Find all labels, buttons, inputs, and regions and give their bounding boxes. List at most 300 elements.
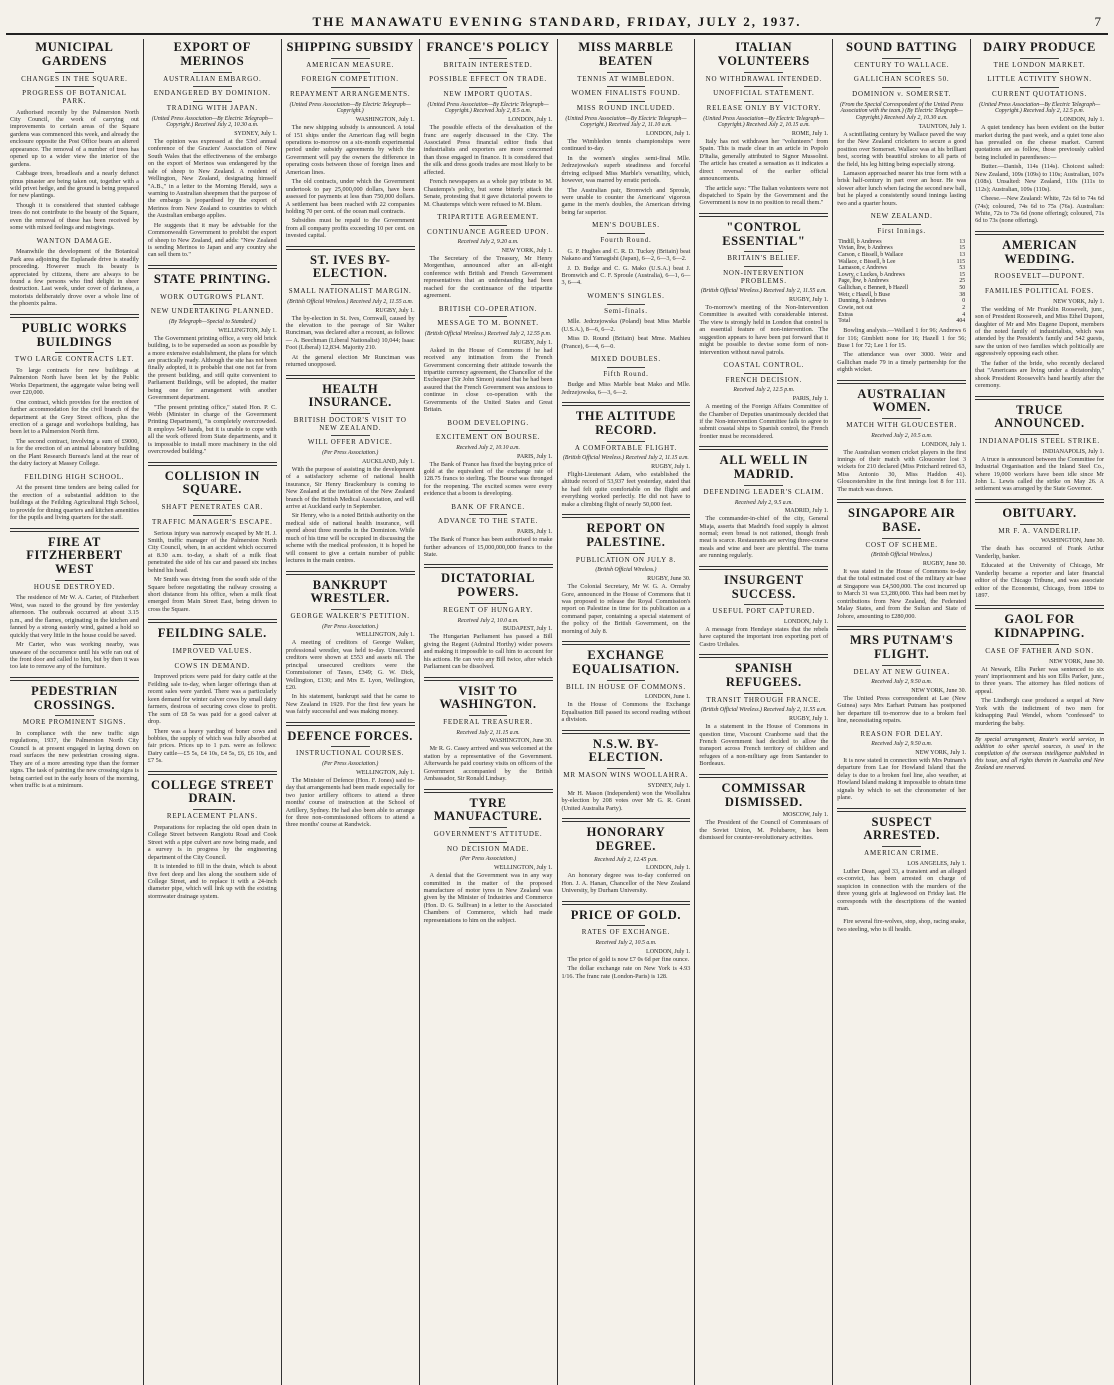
batsman: Lamason, c Andrews xyxy=(838,265,888,272)
dek-rule xyxy=(1020,434,1059,435)
dek-rule xyxy=(331,87,370,88)
wire-credit: (Per Press Association.) xyxy=(322,623,379,630)
article-subheading: AUSTRALIAN EMBARGO. xyxy=(163,74,262,83)
batsman: Tindill, b Andrews xyxy=(838,238,882,245)
article xyxy=(424,306,553,414)
article-subheading: MR F. A. VANDERLIP. xyxy=(998,526,1081,535)
article-headline: ALL WELL IN MADRID. xyxy=(719,453,808,482)
paragraph: Improved prices were paid for dairy cattle at the Feilding sale to-day, when larger offerings than at recent sales were yarded. There was a particularly keen demand for winter calver cows by small dairy farmers, desirous of securing cows close to profit. The sum of £8 5s was paid for a good calver at drop. xyxy=(147,673,277,726)
dateline: ROME, July 1. xyxy=(791,130,829,137)
article-subheading: COST OF SCHEME. xyxy=(865,540,938,549)
article xyxy=(837,626,966,725)
article-headline: VISIT TO WASHINGTON. xyxy=(439,683,537,712)
paragraph: Serious injury was narrowly escaped by Mr H. J. Smith, traffic manager of the Palmerston North City Council, when, in an accident which occurred at 8.30 a.m. to-day, a shaft of a milk float penetrated the side of his car and passed six inches behind his head. xyxy=(147,529,277,574)
article-subheading: AMERICAN MEASURE. xyxy=(306,60,395,69)
dateline: LONDON, July 1. xyxy=(508,117,553,124)
dek-rule xyxy=(607,367,646,368)
wire-credit: (United Press Association—By Electric Telegraph—Copyright.) Received July 2, 8.5 a.m. xyxy=(427,101,549,115)
article-subheading: WOMEN FINALISTS FOUND. xyxy=(571,89,681,98)
article xyxy=(10,314,139,468)
article-subheading: DOMINION v. SOMERSET. xyxy=(852,90,952,99)
article-subheading: WOMEN'S SINGLES. xyxy=(587,291,665,300)
article-subheading: Fourth Round. xyxy=(600,235,652,244)
dek-rule xyxy=(1020,644,1059,645)
article-subheading: MESSAGE TO M. BONNET. xyxy=(437,319,539,328)
dateline: LONDON, July 1. xyxy=(1059,117,1104,124)
batsman: Dunning, b Andrews xyxy=(838,298,887,305)
article-subheading: CONTINUANCE AGREED UPON. xyxy=(427,227,550,236)
batsman: Extras xyxy=(838,311,854,318)
section-divider xyxy=(837,626,966,630)
article-subheading: GEORGE WALKER'S PETITION. xyxy=(290,612,410,620)
wire-credit: (United Press Association—By Electric Telegraph—Copyright.) xyxy=(289,101,411,115)
wire-credit: Received July 2, 10.5 a.m. xyxy=(871,432,933,439)
batsman: Lowry, c Luckes, b Andrews xyxy=(838,271,905,278)
article-subheading: COWS IN DEMAND. xyxy=(174,661,251,670)
paragraph: The Australian pair, Bromwich and Sproule, were unable to counter the Americans' vigorous game in the men's doubles, the American driving being far superior. xyxy=(561,186,691,216)
article-subheading: ENDANGERED BY DOMINION. xyxy=(153,89,271,98)
article xyxy=(975,499,1104,600)
scorecard-row xyxy=(837,239,966,246)
batsman: Wallace, c Bissell, b Lee xyxy=(838,258,896,265)
dek-rule xyxy=(469,316,508,317)
dek-rule xyxy=(882,87,921,88)
wire-credit: Received July 2, 9.20 a.m. xyxy=(457,239,519,246)
column-4 xyxy=(420,39,558,1385)
article-headline: FEILDING SALE. xyxy=(157,626,267,641)
section-divider xyxy=(699,774,828,778)
column-8 xyxy=(971,39,1108,1385)
paragraph: Budge and Miss Marble beat Mako and Mlle. Jedrzejowska, 6—3, 6—2. xyxy=(561,381,691,396)
section-divider xyxy=(837,499,966,503)
runs: 115 xyxy=(956,258,966,265)
article-headline: COMMISSAR DISMISSED. xyxy=(721,780,807,809)
paragraph: There was a heavy yarding of boner cows and bobbies, the supply of which was fully absorbed at fair prices. Prices up to 1 p.m. were as follows: Dairy cattle—£5 5s, £4 10s, £4 5s, £6, £6 10s, and £7 5s. xyxy=(147,727,277,765)
article xyxy=(975,41,1104,225)
paragraph: French newspapers as a whole pay tribute to M. Chautemps's policy, but some bitterly attack the Senate, protesting that it gave dictatorial powers to M. Chautemps which were refused to M. Blum. xyxy=(423,178,553,208)
runs: 38 xyxy=(959,291,966,298)
dateline: WELLINGTON, July 1. xyxy=(218,327,277,334)
article-subheading: Fifth Round. xyxy=(603,369,649,378)
article xyxy=(286,722,415,829)
dek-rule xyxy=(607,72,646,73)
section-divider xyxy=(699,566,828,570)
dateline: RUGBY, July 1. xyxy=(375,307,415,314)
runs: 13 xyxy=(959,238,966,245)
paragraph: Authorised recently by the Palmerston North City Council, the work of carrying out improvements to certain areas of the Square gardens was commenced this week, and already the enclosure opposite the Post Office bears an altered appearance. The removal of a number of trees has opened up to a wider view the interior of the gardens. xyxy=(10,108,139,168)
scorecard-row xyxy=(837,265,966,272)
masthead-title: THE MANAWATU EVENING STANDARD, FRIDAY, JULY 2, 1937. xyxy=(312,14,802,29)
article-subheading: BRITISH DOCTOR'S VISIT TO NEW ZEALAND. xyxy=(293,416,407,432)
paragraph: The opinion was expressed at the 53rd annual conference of the Graziers' Association of New South Wales that the effectiveness of the embargo on the export of Merinos was endangered by the sale of sheep to New Zealand. A resident of Wellington, New Zealand, designating himself "A.B.," in a letter to the Morning Herald, says a warning to Australian sheepmen that the purpose of the embargo is jeopardised by the export of Merinos from New Zealand to countries to which the Australian embargo applies. xyxy=(147,137,277,220)
paragraph: The death has occurred of Frank Arthur Vanderlip, banker. xyxy=(975,545,1104,560)
article xyxy=(148,771,277,901)
dek-rule xyxy=(193,515,232,516)
paragraph: In his statement, bankrupt said that he came to New Zealand in 1929. For the first few years he was fairly successful and was making money. xyxy=(285,693,415,716)
section-divider xyxy=(424,789,553,793)
dateline: WELLINGTON, July 1. xyxy=(356,769,415,776)
paragraph: A truce is announced between the Committee for Industrial Organisation and the Inland Steel Co., where 19,000 workers have been idle since Mr John L. Lewis called the strike on May 26. A settlement was arranged by the State Governor. xyxy=(975,455,1104,493)
article-subheading: TENNIS AT WIMBLEDON. xyxy=(577,74,675,83)
paragraph: Luther Dean, aged 33, a transient and an alleged ex-convict, has been arrested on charge of suspicion in connection with the murders of the three young girls at Inglewood on Friday last. He corresponds with the descriptions of the wanted man. xyxy=(837,867,967,912)
article-subheading: FEILDING HIGH SCHOOL. xyxy=(24,472,125,481)
dateline: NEW YORK, June 30. xyxy=(1049,658,1104,665)
scorecard-row xyxy=(837,278,966,285)
dateline: SYDNEY, July 1. xyxy=(647,782,691,789)
reuters-footnote: By special arrangement, Reuter's world service, in addition to other special sources, is used in the compilation of the overseas intelligence published in this issue, and all rights therein in Australia and New Zealand are reserved. xyxy=(975,733,1104,772)
dek-rule xyxy=(331,58,370,59)
paragraph: It is now stated in connection with Mrs Putnam's departure from Lae for Howland Island that the delay is due to a broken fuel line, also weather, at Howland Island making it impossible to obtain time signals by which to set the chronometer of her plane. xyxy=(837,757,967,802)
paragraph: Mr Smith was driving from the south side of the Square before negotiating the railway crossing a short distance from his office, when a milk float emerged from Main Street East, being driven to cross the Square. xyxy=(147,576,277,613)
article-headline: "CONTROL ESSENTIAL" xyxy=(722,219,806,248)
section-divider xyxy=(699,446,828,450)
dateline: LONDON, June 1. xyxy=(645,694,691,701)
dek-rule xyxy=(744,266,783,267)
paragraph: The old contracts, under which the Government undertook to pay 25,000,000 dollars, have been assessed for payments at less than 750,000 dollars. A settlement has been reached with 22 companies holding 70 per cent. of the ocean mail contracts. xyxy=(285,178,415,215)
dateline: WASHINGTON, June 30. xyxy=(489,738,553,745)
dek-rule xyxy=(607,441,646,442)
article xyxy=(699,446,828,559)
paragraph: The second contract, involving a sum of £9000, is for the erection of an animal laboratory building on the Plant Research Bureau's land at the rear of the dairy factory at Massey College. xyxy=(10,437,139,468)
runs: 15 xyxy=(959,271,966,278)
paragraph: Italy has not withdrawn her "volunteers" from Spain. This is made clear in an article in Popolo D'Italia, generally attributed to Signor Mussolini. The article has created a sensation as it indicates a direct reversal of the earlier official announcements. xyxy=(699,137,829,183)
column-6 xyxy=(695,39,833,1385)
dateline: WASHINGTON, June 30. xyxy=(1041,538,1104,545)
paragraph: The wedding of Mr Franklin Roosevelt, junr., son of President Roosevelt, and Miss Ethel Dupont, daughter of Mr and Mrs Eugene Dupont, members of the noted family of industrialists, which was attended by the President's family and 542 guests, saw the union of two families which politically are aggressively opposing each other. xyxy=(975,305,1104,358)
article-headline: HEALTH INSURANCE. xyxy=(308,381,392,410)
article-headline: FRANCE'S POLICY xyxy=(426,40,550,54)
scorecard-row xyxy=(837,292,966,299)
article-subheading: BANK OF FRANCE. xyxy=(451,502,525,511)
article-subheading: MIXED DOUBLES. xyxy=(590,354,661,363)
paragraph: At the present time tenders are being called for the erection of a substantial addition to the buildings at the Feilding Agricultural High School, to provide for dining quarters and kitchen amenities for the pupils and living quarters for the staff. xyxy=(10,484,139,522)
dek-rule xyxy=(882,72,921,73)
article xyxy=(148,265,277,456)
runs: 4 xyxy=(962,311,966,318)
section-divider xyxy=(699,213,828,217)
article-headline: MUNICIPAL GARDENS xyxy=(35,40,114,68)
article-headline: PEDESTRIAN CROSSINGS. xyxy=(31,683,118,712)
dek-rule xyxy=(882,665,921,666)
paragraph: The Lindbergh case produced a sequel at New York with the indictment of two men for kidnapping Paul Wendel, whom "confessed" to murdering the baby. xyxy=(975,697,1104,727)
paragraph: The Wimbledon tennis championships were continued to-day. xyxy=(561,137,691,153)
article-headline: MISS MARBLE BEATEN xyxy=(578,40,674,68)
scorecard-row xyxy=(837,252,966,259)
article-subheading: DEFENDING LEADER'S CLAIM. xyxy=(703,487,825,496)
dek-rule xyxy=(193,500,232,501)
article-subheading: A COMFORTABLE FLIGHT. xyxy=(574,443,678,452)
dateline: LONDON, July 1. xyxy=(921,441,967,448)
paragraph: At Newark, Ellis Parker was sentenced to six years' imprisonment and his son Ellis Parker, junr., to three years. The attorney has filed notices of appeal. xyxy=(975,665,1104,695)
article-headline: TYRE MANUFACTURE. xyxy=(433,795,543,824)
dek-rule xyxy=(744,72,783,73)
paragraph: The Hungarian Parliament has passed a Bill giving the Regent (Admiral Horthy) wider powers and making it impossible to call him to account for his actions. He can veto any Bill twice, after which Parliament can be dissolved. xyxy=(423,633,553,671)
article-subheading: INDIANAPOLIS STEEL STRIKE. xyxy=(979,437,1100,445)
paragraph: Preparations for replacing the old open drain in College Street between Rangiotu Road and Cook Street with a pipe culvert are now being made, and a survey is in progress by the engineering department of the City Council. xyxy=(147,823,277,861)
batsman: Carson, c Bissell, b Wallace xyxy=(838,251,904,258)
dek-rule xyxy=(607,233,646,234)
runs: 15 xyxy=(959,245,966,252)
runs: 13 xyxy=(959,251,966,258)
paragraph: Meanwhile the development of the Botanical Park area adjoining the Esplanade drive is steadily proceeding. However much its beauty is appreciated by citizens, there are always to be found a few persons who find delight in sheer destruction. Last week, under cover of darkness, a motorists deliberately drove over a whole line of the phoenix palms. xyxy=(10,248,139,308)
article-subheading: GOVERNMENT'S ATTITUDE. xyxy=(433,830,543,839)
dek-rule xyxy=(607,768,646,769)
dateline: RUGBY, June 30. xyxy=(922,561,967,567)
paragraph: An honorary degree was to-day conferred on Hon. J. A. Hanan, Chancellor of the New Zealand University, by Durham University. xyxy=(561,872,691,895)
dateline: MOSCOW, July 1. xyxy=(782,812,829,819)
article-subheading: CASE OF FATHER AND SON. xyxy=(985,646,1094,655)
article-subheading: MEN'S DOUBLES. xyxy=(592,221,660,230)
dek-rule xyxy=(193,86,232,87)
wire-credit: Received July 2, 12.45 p.m. xyxy=(594,856,658,863)
wire-credit: (Per Press Association.) xyxy=(459,856,517,863)
section-divider xyxy=(10,677,139,681)
article-subheading: IMPROVED VALUES. xyxy=(172,647,253,656)
dek-rule xyxy=(882,58,921,59)
article xyxy=(424,420,553,498)
dek-rule xyxy=(882,418,921,419)
article-subheading: FAMILIES POLITICAL FOES. xyxy=(984,287,1095,295)
article-subheading: FEDERAL TREASURER. xyxy=(443,718,533,726)
dateline: SYDNEY, July 1. xyxy=(234,130,277,137)
article-subheading: NEW UNDERTAKING PLANNED. xyxy=(150,307,274,316)
article-headline: SUSPECT ARRESTED. xyxy=(863,814,940,843)
article-headline: SOUND BATTING xyxy=(845,40,958,54)
wire-credit: (Per Press Association.) xyxy=(322,761,379,768)
article xyxy=(562,356,691,396)
column-1 xyxy=(6,39,144,1385)
article-subheading: THE LONDON MARKET. xyxy=(993,60,1086,69)
article xyxy=(837,808,966,913)
dateline: PARIS, July 1. xyxy=(792,396,829,403)
article-headline: REPORT ON PALESTINE. xyxy=(586,521,666,549)
article-headline: COLLISION IN SQUARE. xyxy=(164,468,260,497)
article-headline: TRUCE ANNOUNCED. xyxy=(994,402,1085,431)
article-headline: AUSTRALIAN WOMEN. xyxy=(857,386,947,415)
paragraph: The article says: "The Italian volunteers were not dispatched to Spain by the Government and the Government is now in no position to recall them." xyxy=(699,184,829,207)
paragraph: He suggests that it may be advisable for the Commonwealth Government to prohibit the export of sheep to New Zealand, and adds: "New Zealand is sending Merinos to Japan and any country she can sell them to." xyxy=(147,221,277,259)
article-headline: EXCHANGE EQUALISATION. xyxy=(572,648,680,676)
article-subheading: WILL OFFER ADVICE. xyxy=(307,438,393,447)
paragraph: The residence of Mr W. A. Carter, of Fitzherbert West, was razed to the ground by fire yesterday afternoon. The outbreak occurred at about 3.15 p.m., and the flames, originating in the kitchen and fanned by a strong easterly wind, gained a hold so quickly that very little in the house could be saved. xyxy=(10,594,139,639)
dateline: LONDON, July 1. xyxy=(783,618,829,625)
article-headline: DICTATORIAL POWERS. xyxy=(441,571,536,600)
dek-rule xyxy=(331,284,370,285)
dek-rule xyxy=(331,72,370,73)
paragraph: The by-election in St. Ives, Cornwall, caused by the elevation to the peerage of Sir Walter Runciman, was declared after a recount, as follows: — A. Beechman (Liberal Nationalist) 10,044; Isaac Foot (Liberal) 12,834. Majority 210. xyxy=(285,314,415,352)
article xyxy=(699,654,828,767)
paragraph: A meeting of the Foreign Affairs Committee of the Chamber of Deputies unanimously decided that if the Non-intervention Committee fails to agree to submit coastal ships to Spanish control, the French frontier must be reconsidered. xyxy=(699,403,829,440)
wire-credit: (British Official Wireless.) Received July 2, 11.15 a.m. xyxy=(562,455,689,462)
dek-rule xyxy=(744,485,783,486)
article-subheading: REGENT OF HUNGARY. xyxy=(443,605,533,614)
article-subheading: MR MASON WINS WOOLLAHRA. xyxy=(563,771,689,780)
wire-credit: (British Official Wireless.) Received July 2, 12.55 p.m. xyxy=(424,330,552,337)
runs: 25 xyxy=(959,278,966,285)
batsman: Cowie, not out xyxy=(838,305,873,312)
article-subheading: Semi-finals. xyxy=(604,306,648,315)
scorecard-row xyxy=(837,318,966,325)
dek-rule xyxy=(469,72,508,73)
dek-rule xyxy=(469,715,508,716)
article xyxy=(148,462,277,614)
dek-rule xyxy=(607,101,646,102)
scorecard-row xyxy=(837,259,966,266)
article xyxy=(424,214,553,300)
dek-rule xyxy=(607,86,646,87)
paragraph: A scintillating century by Wallace paved the way for the New Zealand cricketers to secure a good position over Somerset. Wallace was at his brilliant best, scoring with beautiful strokes to all parts of the field, his leg hitting being especially strong. xyxy=(837,130,967,168)
section-divider xyxy=(148,462,277,466)
article-subheading: NON-INTERVENTION PROBLEMS. xyxy=(723,269,805,285)
wire-credit: (United Press Association—By Electric Telegraph—Copyright.) Received July 2, 10.15 a.m. xyxy=(703,115,825,129)
paragraph: The Colonial Secretary, Mr W. G. A. Ormsby Gore, announced in the House of Commons that it was proposed to release the Royal Commission's report on Palestine in time for its publication as a command paper, containing a special statement of the policy of the British Government, on the morning of July 8. xyxy=(561,583,691,635)
dateline: AUCKLAND, July 1. xyxy=(361,458,415,465)
article xyxy=(562,641,691,724)
wire-credit: Received July 2, 10.10 a.m. xyxy=(456,444,520,451)
dek-rule xyxy=(744,86,783,87)
article-subheading: SMALL NATIONALIST MARGIN. xyxy=(288,287,412,296)
article xyxy=(562,293,691,350)
section-divider xyxy=(837,380,966,384)
paragraph: In compliance with the new traffic sign regulations, 1937, the Palmerston North City Council is at present engaged in laying down on road surfaces the new pedestrian crossing signs. They are of a more arresting type than the former signs. The task of painting the new crossing signs is being carried out in the early hours of the morning, when traffic is at a minimum. xyxy=(10,730,139,790)
dateline: LONDON, July 1. xyxy=(646,948,691,955)
article xyxy=(286,375,415,565)
article xyxy=(699,774,828,842)
batsman: Page, lbw, b Andrews xyxy=(838,278,889,285)
article xyxy=(975,396,1104,493)
article-headline: THE ALTITUDE RECORD. xyxy=(575,409,677,437)
runs: 53 xyxy=(959,265,966,272)
dateline: NEW YORK, July 1. xyxy=(501,247,553,254)
dateline: RUGBY, July 1. xyxy=(789,716,829,723)
wire-credit: (United Press Association—By Electric Telegraph—Copyright.) Received July 2, 12.5 p.m. xyxy=(978,101,1101,115)
article-subheading: BOOM DEVELOPING. xyxy=(447,418,529,427)
section-divider xyxy=(562,818,691,822)
columns xyxy=(6,39,1108,1385)
article xyxy=(424,564,553,670)
article xyxy=(148,619,277,764)
runs: 404 xyxy=(956,318,966,325)
article-headline: N.S.W. BY-ELECTION. xyxy=(588,736,664,765)
paragraph: The price of gold is now £7 0s 6d per fine ounce. xyxy=(567,955,690,963)
section-divider xyxy=(148,619,277,623)
paragraph: The attendance was over 3000. Weir and Gallichan made 79 in a timely partnership for the eighth wicket. xyxy=(837,351,967,374)
article xyxy=(562,818,691,894)
dek-rule xyxy=(193,290,232,291)
section-divider xyxy=(975,499,1104,503)
dek-rule xyxy=(193,72,232,73)
dateline: LONDON, July 1. xyxy=(646,865,691,872)
article xyxy=(837,213,966,374)
paragraph: The Secretary of the Treasury, Mr Henry Morgenthau, announced after an all-night conference with British and French Government representatives that an understanding had been reached for the continuance of the tripartite agreement. xyxy=(423,254,553,300)
dek-rule xyxy=(193,101,232,102)
article-subheading: BRITAIN INTERESTED. xyxy=(443,60,533,69)
paragraph: In the House of Commons the Exchange Equalisation Bill passed its second reading without a division. xyxy=(561,701,691,724)
article-subheading: BRITISH CO-OPERATION. xyxy=(438,304,538,313)
dek-rule xyxy=(469,827,508,828)
paragraph: It was stated in the House of Commons to-day that the total estimated cost of the military air base at Singapore was £4,500,000. The cost incurred up to March 31 was £3,280,000. This had been met by contributions from New Zealand, the Federated Malay States, and from the Sultan and State of Johore, amounting to £280,000. xyxy=(837,568,967,620)
paragraph: In the women's singles semi-final Mlle. Jedrzejowska's superb steadiness and forceful driving eclipsed Miss Marble's versatility, which, however, was marred by erratic periods. xyxy=(561,154,691,185)
paragraph: Miss D. Round (Britain) beat Mme. Mathieu (France), 6—4, 6—0. xyxy=(561,335,691,350)
section-divider xyxy=(286,571,415,575)
article xyxy=(699,41,828,207)
section-divider xyxy=(975,605,1104,609)
article xyxy=(10,474,139,522)
article-headline: MRS PUTNAM'S FLIGHT. xyxy=(849,633,954,661)
article-subheading: EXCITEMENT ON BOURSE. xyxy=(435,433,541,442)
dateline: RUGBY, July 1. xyxy=(651,464,691,471)
dateline: WASHINGTON, July 1. xyxy=(355,117,415,124)
article xyxy=(562,402,691,508)
dek-rule xyxy=(1020,72,1059,73)
article xyxy=(286,246,415,369)
paragraph: To-morrow's meeting of the Non-Intervention Committee is awaited with considerable interest. The view is strongly held in London that control is an essential feature of non-intervention. The suggestion appears to have been put forward that it might be possible to devise some form of non-intervention without naval patrols. xyxy=(699,304,829,356)
wire-credit: (United Press Association—By Electric Telegraph—Copyright.) Received July 2, 11.10 a.m. xyxy=(565,115,687,129)
dek-rule xyxy=(469,58,508,59)
scorecard-table xyxy=(837,239,966,326)
article-headline: PRICE OF GOLD. xyxy=(570,907,682,922)
wire-credit: (By Telegraph—Special to Standard.) xyxy=(168,319,256,325)
article-subheading: ROOSEVELT—DUPONT. xyxy=(994,272,1085,281)
paragraph: One contract, which provides for the erection of further accommodation for the civil branch of the department at the Grey Street offices, plus the erection of a garage and workshops building, has been let to a Palmerston North firm. xyxy=(10,398,139,436)
wire-credit: Received July 2, 9.50 a.m. xyxy=(871,679,933,686)
article-subheading: NEW IMPORT QUOTAS. xyxy=(443,90,533,99)
article xyxy=(10,238,139,308)
dek-rule xyxy=(469,225,508,226)
paragraph: Mr Carter, who was working nearby, was unaware of the occurrence until his wife ran out of the front door and called to him, but by then it was too late to remove any of the furniture. xyxy=(10,641,139,671)
dateline: LONDON, July 1. xyxy=(646,130,691,137)
dek-rule xyxy=(331,609,370,610)
article-subheading: REPAYMENT ARRANGEMENTS. xyxy=(289,90,411,99)
article-subheading: HOUSE DESTROYED. xyxy=(33,582,116,591)
article-headline: SHIPPING SUBSIDY xyxy=(286,40,414,54)
paragraph: The father of the bride, who recently declared that "Americans are living under a dictatorship," shook President Roosevelt's hand heartily after the ceremony. xyxy=(975,359,1104,390)
wire-credit: Received July 2, 10.0 a.m. xyxy=(457,617,519,624)
dek-rule xyxy=(1020,87,1059,88)
paragraph: Mlle. Jedrzejowska (Poland) beat Miss Marble (U.S.A.), 8—6, 6—2. xyxy=(561,318,691,333)
paragraph: A message from Hendaye states that the rebels have captured the important iron exporting port of Castro Urdiales. xyxy=(699,625,829,648)
dek-rule xyxy=(55,715,94,716)
section-divider xyxy=(562,402,691,406)
article xyxy=(699,362,828,440)
scorecard-row xyxy=(837,298,966,305)
article-subheading: USEFUL PORT CAPTURED. xyxy=(712,607,816,616)
dek-rule xyxy=(193,304,232,305)
batsman: Weir, c Hazell, b Buse xyxy=(838,291,891,298)
article-headline: PUBLIC WORKS BUILDINGS xyxy=(21,320,128,349)
dateline: WELLINGTON, July 1. xyxy=(356,632,415,639)
paragraph: The Minister of Defence (Hon. F. Jones) said to-day that arrangements had been made especially for two junior artillery officers to attend a three months' course of instruction at the School of Artillery, Sydney. He had also been able to arrange for three non-commissioned officers to attend a three months' course at Randwick. xyxy=(285,776,415,829)
article xyxy=(148,41,277,259)
runs: 2 xyxy=(962,305,966,312)
section-divider xyxy=(562,641,691,645)
dateline: LOS ANGELES, July 1. xyxy=(907,860,967,867)
article xyxy=(562,41,691,216)
column-2 xyxy=(144,39,282,1385)
wire-credit: Received July 2, 12.5 p.m. xyxy=(733,387,795,394)
wire-credit: (United Press Association—By Electric Telegraph—Copyright.) Received July 2, 10.30 a.m. xyxy=(151,115,273,129)
article-subheading: BILL IN HOUSE OF COMMONS. xyxy=(565,682,686,691)
paragraph: A meeting of creditors of George Walker, professional wrestler, was held to-day. Unsecured creditors were shown at £553 and assets nil. The principal unsecured creditors were the Commissioner of Taxes, £349; G. W. Dick, Wellington, £130; and Mrs E. Lyon, Wellington, £20. xyxy=(285,639,415,691)
dek-rule xyxy=(193,809,232,810)
section-divider xyxy=(286,246,415,250)
paragraph: It is intended to fill in the drain, which is about five feet deep and lies along the southern side of College Street, and to replace it with a 24-inch diameter pipe, which will link up with the existing stormwater drainage system. xyxy=(147,863,277,900)
section-divider xyxy=(837,808,966,812)
article xyxy=(837,918,966,933)
article-subheading: POSSIBLE EFFECT ON TRADE. xyxy=(429,75,547,84)
column-3 xyxy=(282,39,420,1385)
wire-credit: Received July 2, 9.5 a.m. xyxy=(734,499,793,506)
